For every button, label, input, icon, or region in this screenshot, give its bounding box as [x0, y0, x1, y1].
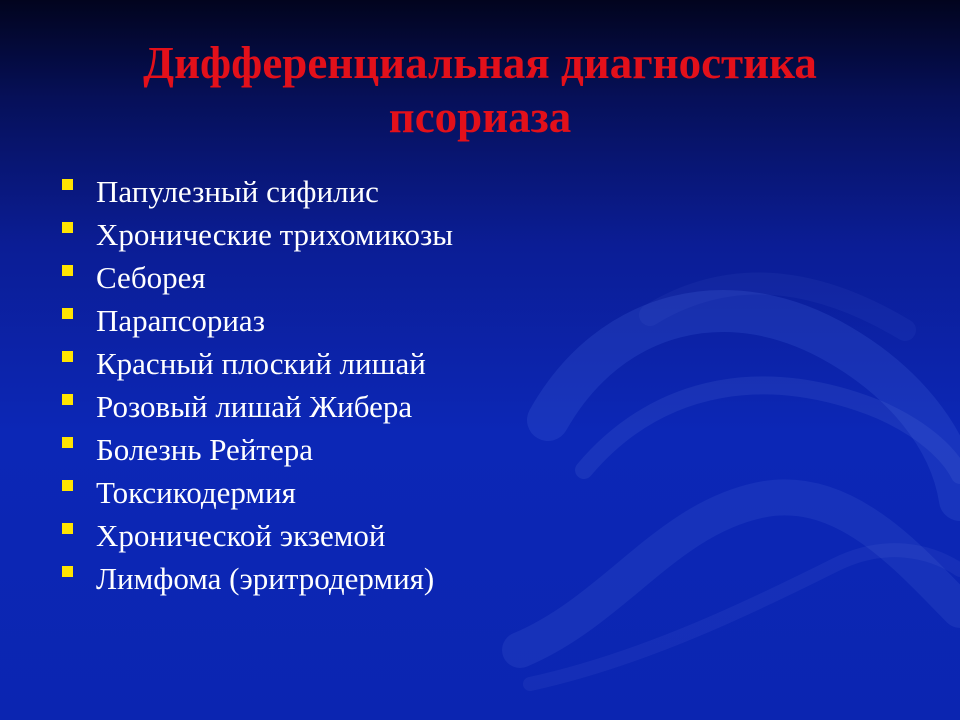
yellow-square-bullet-icon [62, 480, 73, 491]
bullet-item-label: Лимфома (эритродермия) [96, 561, 435, 596]
bullet-item-label: Парапсориаз [96, 303, 265, 338]
bullet-item [62, 514, 453, 557]
bullet-item-label: Себорея [96, 260, 206, 295]
slide-title-line: псориаза [388, 92, 572, 142]
slide-title-line: Дифференциальная диагностика [143, 38, 817, 88]
bullet-item-label: Красный плоский лишай [96, 346, 426, 381]
yellow-square-bullet-icon [62, 265, 73, 276]
bullet-item [62, 342, 453, 385]
bullet-item-label: Розовый лишай Жибера [96, 389, 413, 424]
yellow-square-bullet-icon [62, 523, 73, 534]
yellow-square-bullet-icon [62, 179, 73, 190]
yellow-square-bullet-icon [62, 222, 73, 233]
yellow-square-bullet-icon [62, 437, 73, 448]
bullet-item-label: Хронической экземой [96, 518, 386, 553]
bullet-item-label: Папулезный сифилис [96, 174, 379, 209]
bullet-item [62, 428, 453, 471]
bullet-item [62, 385, 453, 428]
yellow-square-bullet-icon [62, 308, 73, 319]
bullet-item [62, 256, 453, 299]
yellow-square-bullet-icon [62, 394, 73, 405]
bullet-item-label: Болезнь Рейтера [96, 432, 313, 467]
yellow-square-bullet-icon [62, 566, 73, 577]
bullet-item [62, 557, 453, 600]
bullet-item [62, 471, 453, 514]
diagnosis-bullet-list [62, 170, 453, 600]
slide-title [40, 36, 920, 144]
bullet-item [62, 213, 453, 256]
bullet-item [62, 170, 453, 213]
yellow-square-bullet-icon [62, 351, 73, 362]
bullet-item-label: Хронические трихомикозы [96, 217, 454, 252]
bullet-item-label: Токсикодермия [96, 475, 296, 510]
bullet-item [62, 299, 453, 342]
